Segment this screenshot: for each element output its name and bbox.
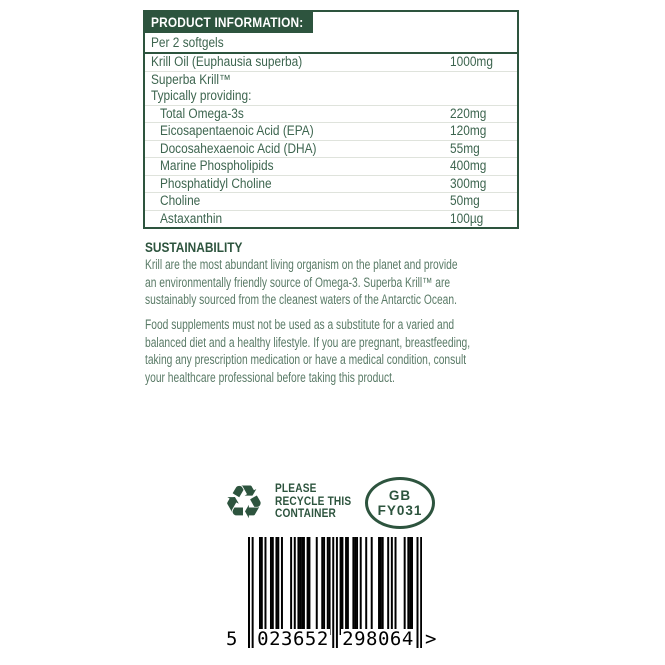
table-row	[145, 211, 517, 228]
recycle-label-line: PLEASE	[275, 482, 317, 495]
nutrient-name: Superba Krill™	[151, 71, 231, 87]
table-row	[145, 54, 517, 72]
sustainability-text	[145, 256, 545, 309]
table-row	[145, 193, 517, 211]
product-information-panel	[143, 10, 519, 229]
advisory-text	[145, 316, 545, 386]
recycle-mark	[222, 475, 362, 529]
panel-header	[145, 12, 313, 33]
table-row	[145, 72, 517, 89]
nutrient-name: Docosahexaenoic Acid (DHA)	[160, 140, 317, 156]
nutrient-amount: 400mg	[450, 158, 487, 173]
barcode-trailing-chevron: >	[425, 628, 437, 650]
nutrient-amount	[450, 72, 517, 89]
nutrient-name: Choline	[160, 193, 201, 208]
nutrient-amount: 300mg	[450, 175, 487, 191]
origin-oval-badge	[365, 477, 435, 529]
table-row	[145, 88, 517, 106]
nutrient-amount: 50mg	[450, 193, 480, 208]
nutrient-amount	[450, 88, 517, 105]
nutrient-name: Krill Oil (Euphausia superba)	[151, 54, 303, 69]
nutrient-amount: 100µg	[450, 210, 484, 226]
table-row	[145, 106, 517, 124]
nutrient-amount: 1000mg	[450, 54, 493, 69]
barcode	[226, 537, 437, 650]
text-line: balanced diet and a healthy lifestyle. If you are pregnant, breastfeeding,	[145, 334, 471, 350]
nutrient-table	[145, 54, 517, 227]
text-line: an environmentally friendly source of Omega-3. Superba Krill™ are	[145, 274, 451, 290]
recycle-label-line: RECYCLE THIS	[275, 495, 352, 508]
text-line: your healthcare professional before taking this product.	[145, 369, 395, 385]
nutrient-name: Typically providing:	[151, 88, 252, 103]
nutrient-name: Phosphatidyl Choline	[160, 175, 272, 191]
advisory-section	[145, 316, 545, 386]
serving-size-row	[145, 33, 517, 54]
text-line: Krill are the most abundant living organism on the planet and provide	[145, 257, 458, 272]
sustainability-section	[145, 239, 545, 309]
text-line: Food supplements must not be used as a substitute for a varied and	[145, 317, 455, 332]
recycle-label-line: CONTAINER	[275, 508, 336, 521]
sustainability-heading: SUSTAINABILITY	[145, 240, 243, 255]
serving-size-label: Per 2 softgels	[151, 35, 224, 50]
text-line: taking any prescription medication or have a medical condition, consult	[145, 352, 467, 367]
origin-country-code: GB	[388, 488, 412, 503]
nutrient-amount: 120mg	[450, 123, 487, 138]
text-line: sustainably sourced from the cleanest waters of the Antarctic Ocean.	[145, 292, 457, 307]
table-row	[145, 176, 517, 194]
nutrient-name: Total Omega-3s	[160, 105, 244, 121]
recycle-icon: ♻	[223, 475, 265, 529]
table-row	[145, 158, 517, 176]
panel-title: PRODUCT INFORMATION:	[151, 15, 304, 30]
table-row	[145, 123, 517, 141]
barcode-digit-group: 298064	[342, 628, 414, 650]
nutrient-amount: 55mg	[450, 140, 480, 156]
barcode-digit-group: 023652	[257, 628, 329, 650]
recycle-label	[275, 483, 362, 521]
table-row	[145, 141, 517, 159]
origin-approval-code: FY031	[377, 503, 423, 518]
nutrient-name: Eicosapentaenoic Acid (EPA)	[160, 123, 314, 138]
nutrient-name: Astaxanthin	[160, 210, 223, 226]
nutrient-name: Marine Phospholipids	[160, 158, 274, 173]
barcode-lead-digit: 5	[226, 628, 238, 650]
nutrient-amount: 220mg	[450, 105, 487, 121]
